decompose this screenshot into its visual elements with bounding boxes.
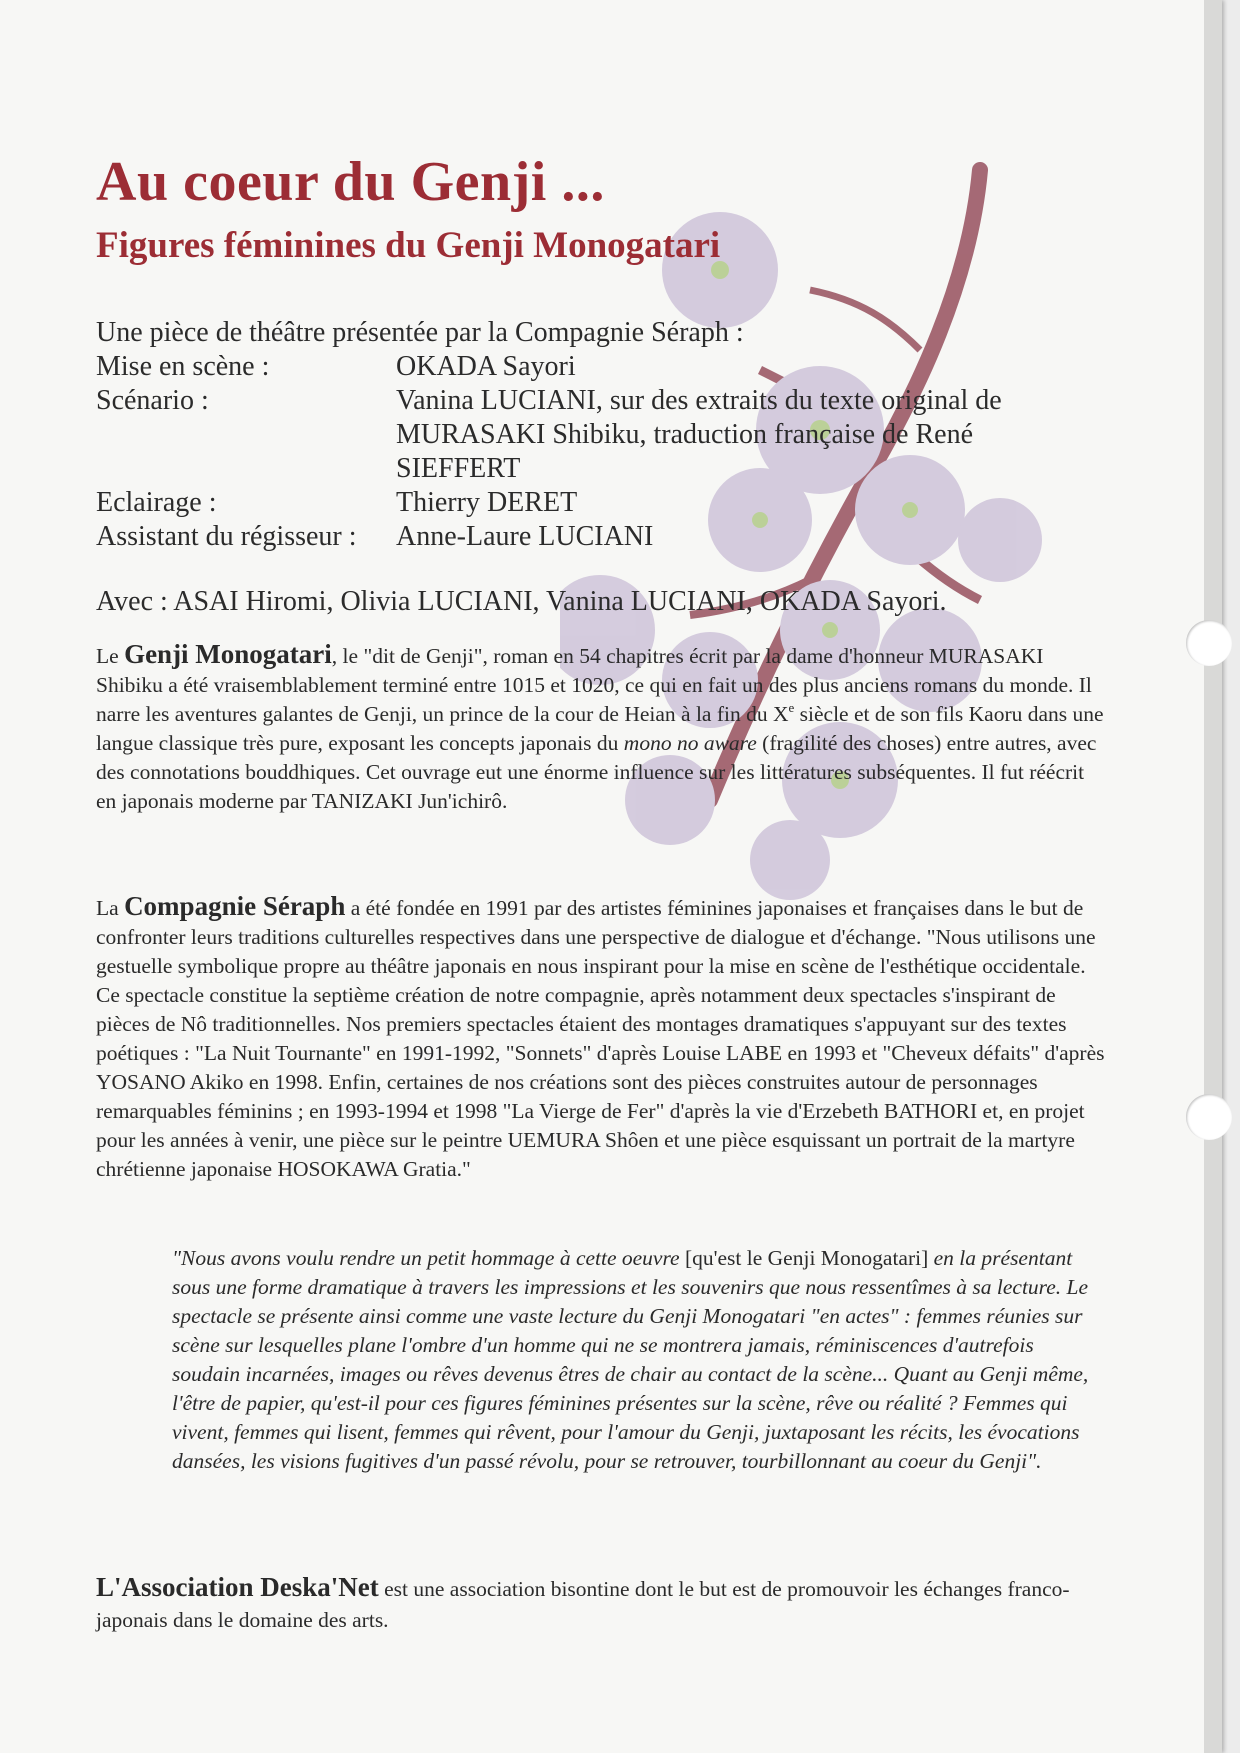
credit-row xyxy=(96,350,1016,384)
page-edge xyxy=(1204,0,1222,1753)
genji-pre: Le xyxy=(96,644,125,668)
seraph-pre: La xyxy=(96,896,125,920)
credit-label: Mise en scène : xyxy=(96,351,270,382)
seraph-text: a été fondée en 1991 par des artistes féminines japonaises et françaises dans le but de confronter leurs traditions culturelles respectives dans une perspective de dialogue et d'échange. "Nous utilisons une gestuelle symbolique propre au théâtre japonais en nous inspirant pour la mise en scène de l'esthétique occidentale. Ce spectacle constitue la septième création de notre compagnie, après notamment deux spectacles s'inspirant de pièces de Nô traditionnelles. Nos premiers spectacles étaient des montages dramatiques s'appuyant sur des textes poétiques : "La Nuit Tournante" en 1991-1992, "Sonnets" d'après Louise LABE en 1993 et "Cheveux défaits" d'après YOSANO Akiko en 1998. Enfin, certaines de nos créations sont des pièces construites autour de personnages remarquables féminins ; en 1993-1994 et 1998 "La Vierge de Fer" d'après la vie d'Erzebeth BATHORI et, en projet pour les années à venir, une pièce sur le peintre UEMURA Shôen et une pièce esquissant un portrait de la martyre chrétienne japonaise HOSOKAWA Gratia." xyxy=(96,896,1105,1181)
punch-hole xyxy=(1186,1094,1232,1140)
cast-line: Avec : ASAI Hiromi, Olivia LUCIANI, Vanina LUCIANI, OKADA Sayori. xyxy=(96,586,947,617)
quote-paragraph xyxy=(172,1244,1102,1476)
credit-label: Eclairage : xyxy=(96,487,217,518)
credit-row xyxy=(96,486,1016,520)
quote-part-3: en la présentant sous une forme dramatique à travers les impressions et les souvenirs que nous ressentîmes à sa lecture. Le spectacle se présente ainsi comme une vaste lecture du Genji Monogatari "en actes" : femmes réunies sur scène sur lesquelles plane l'ombre d'un homme qui ne se montrera jamais, réminiscences d'autrefois soudain incarnées, images ou rêves devenus êtres de chair au contact de la scène... Quant au Genji même, l'être de papier, qu'est-il pour ces figures féminines présentes sur la scène, rêve ou réalité ? Femmes qui vivent, femmes qui lisent, femmes qui rêvent, pour l'amour du Genji, juxtaposant les récits, les évocations dansées, les visions fugitives d'un passé révolu, pour se retrouver, tourbillonnant au coeur du Genji". xyxy=(172,1246,1089,1473)
association-text: est une association bisontine dont le but est de promouvoir les échanges franco-japonais dans le domaine des arts. xyxy=(96,1577,1070,1632)
genji-bold: Genji Monogatari xyxy=(124,639,332,669)
seraph-bold: Compagnie Séraph xyxy=(124,891,346,921)
genji-text-3: (fragilité des choses) entre autres, avec des connotations bouddhiques. Cet ouvrage eut une énorme influence sur les littératures subséquentes. Il fut réécrit en japonais moderne par TANIZAKI Jun'ichirô. xyxy=(96,731,1097,813)
credit-value: Thierry DERET xyxy=(396,487,578,518)
genji-sup: e xyxy=(788,700,795,715)
seraph-paragraph xyxy=(96,892,1106,1184)
credit-label: Scénario : xyxy=(96,385,209,416)
credit-value: OKADA Sayori xyxy=(396,351,576,382)
quote-part-2: [qu'est le Genji Monogatari] xyxy=(684,1246,929,1270)
page-title: Au coeur du Genji ... xyxy=(96,151,605,213)
credits-intro: Une pièce de théâtre présentée par la Compagnie Séraph : xyxy=(96,317,744,348)
credits-block xyxy=(96,316,1016,554)
page-subtitle: Figures féminines du Genji Monogatari xyxy=(96,225,721,266)
genji-italic: mono no aware xyxy=(623,731,757,755)
credit-row xyxy=(96,520,1016,554)
genji-text-1: , le "dit de Genji", roman en 54 chapitres écrit par la dame d'honneur MURASAKI Shibiku a été vraisemblablement terminé entre 1015 et 1020, ce qui en fait un des plus anciens romans du monde. Il narre les aventures galantes de Genji, un prince de la cour de Heian à la fin du X xyxy=(96,644,1092,726)
punch-hole xyxy=(1186,620,1232,666)
quote-part-1: "Nous avons voulu rendre un petit hommage à cette oeuvre xyxy=(172,1246,685,1270)
credit-label: Assistant du régisseur : xyxy=(96,521,357,552)
credit-value: Vanina LUCIANI, sur des extraits du texte original de MURASAKI Shibiku, traduction française de René SIEFFERT xyxy=(396,385,1002,484)
credit-value: Anne-Laure LUCIANI xyxy=(396,521,654,552)
association-paragraph xyxy=(96,1572,1106,1636)
genji-paragraph xyxy=(96,640,1106,816)
association-bold: L'Association Deska'Net xyxy=(96,1572,379,1602)
credit-row xyxy=(96,384,1016,486)
genji-text-2: siècle et de son fils Kaoru dans une langue classique très pure, exposant les concepts japonais du xyxy=(96,702,1104,755)
